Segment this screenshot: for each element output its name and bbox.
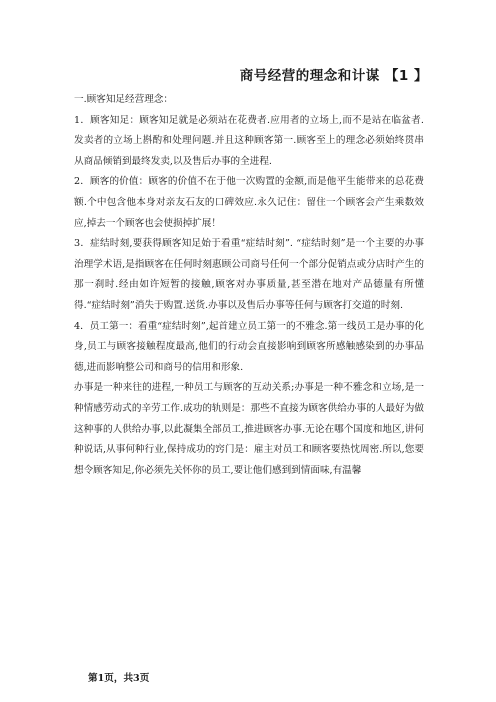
paragraph-customer-value: 2．顾客的价值：顾客的价值不在于他一次购置的金额,而是他平生能带来的总花费额.个中包含他本身对亲友石友的口碑效应.永久记住：留住一个顾客会产生乘数效应,掉去一个顾客也会使损掉扩展！ [74, 176, 424, 229]
document-body [74, 90, 424, 481]
paragraph-employee-first: 4．员工第一：看重“症结时刻”,起首建立员工第一的不雅念.第一线员工是办事的化身,员工与顾客接触程度最高,他们的行动会直接影响到顾客所感触感染到的办事品德,进而影响整公司和商号的信用和形象. [74, 320, 424, 373]
section-heading: 一.顾客知足经营理念： [74, 94, 173, 105]
paragraph-service-process: 办事是一种来往的进程,一种员工与顾客的互动关系;办事是一种不雅念和立场,是一种情感劳动式的辛劳工作.成功的轨则是：那些不直接为顾客供给办事的人最好为做这种事的人供给办事,以此凝集全部员工,推进顾客办事.无论在哪个国度和地区,讲何种说话,从事何种行业,保持成功的窍门是：雇主对员工和顾客要热忱周密.所以,您要想令顾客知足,你必须先关怀你的员工,要让他们感到到情面味,有温馨 [74, 382, 424, 476]
page-number: 第1页，共3页 [88, 673, 150, 684]
paragraph-key-moment: 3．症结时刻,要获得顾客知足始于看重“症结时刻”. “症结时刻”是一个主要的办事治理学术语,是指顾客在任何时刻惠顾公司商号任何一个部分促销点或分店时产生的那一刹时.经由如许短暂的接触,顾客对办事质量,甚至潜在地对产品德量有所懂得.“症结时刻”消失于购置.送货.办事以及售后办事等任何与顾客打交道的时刻. [74, 238, 424, 311]
document-title: 商号经营的理念和计谋 【1 】 [239, 68, 428, 84]
paragraph-customer-satisfaction: 1．顾客知足：顾客知足就是必须站在花费者.应用者的立场上,而不是站在临盆者.发卖者的立场上斟酌和处理问题.并且这种顾客第一.顾客至上的理念必须始终贯串从商品倾销到最终发卖,以及售后办事的全进程. [74, 114, 424, 167]
